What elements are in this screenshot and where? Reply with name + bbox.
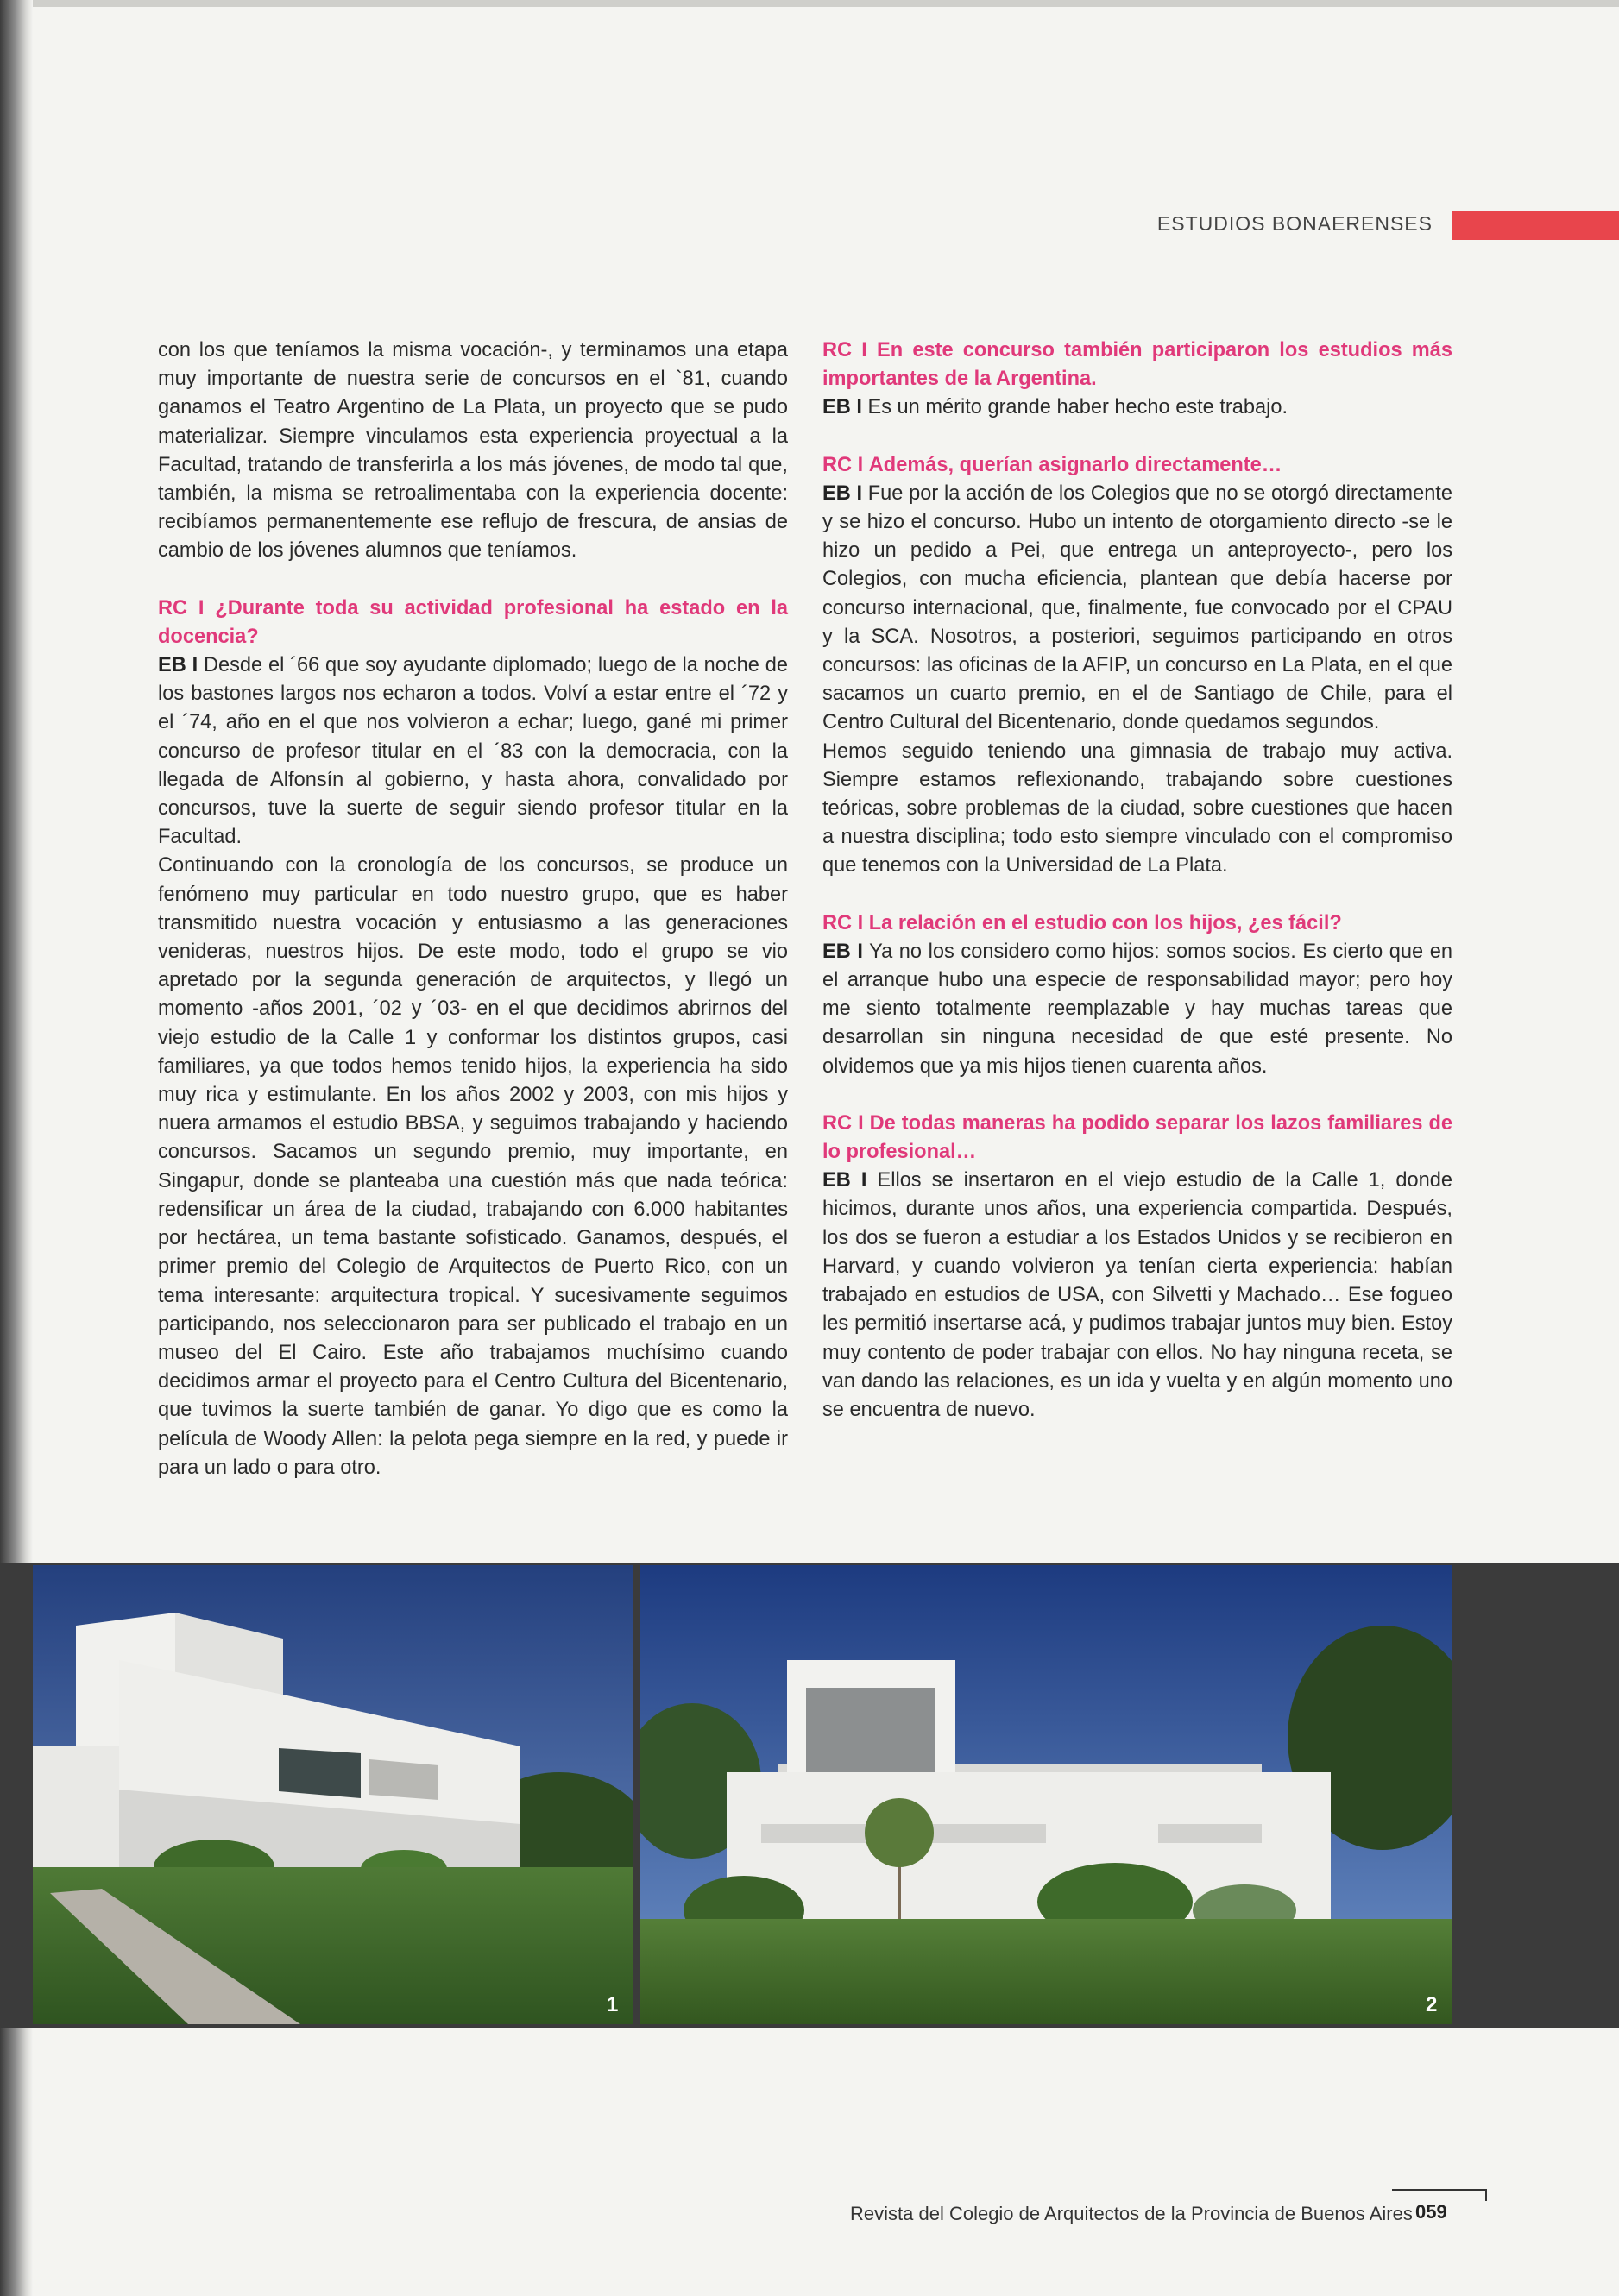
answer	[822, 938, 1452, 1081]
question-label: RC I	[822, 1111, 864, 1135]
question	[822, 909, 1452, 938]
footer-rule	[1392, 2189, 1487, 2191]
left-column	[158, 337, 788, 1482]
photo-number: 1	[607, 1993, 619, 2016]
answer	[158, 651, 788, 852]
question-text: En este concurso también participaron los estudios más importantes de la Argentina.	[822, 339, 1453, 391]
question-text: ¿Durante toda su actividad profesional ha estado en la docencia?	[158, 596, 788, 648]
answer-text: Ellos se insertaron en el viejo estudio de la Calle 1, donde hicimos, durante unos años, una experiencia compartida. Después, los dos se fueron a estudiar a los Estados Unidos y se recibieron en Harvard, y cuando volvieron ya tenían cierta experiencia: habían trabajado en estudios de USA, con Silvetti y Machado… Ese fogueo les permitió insertarse acá, y pudimos trabajar juntos muy bien. Estoy muy contento de poder trabajar con ellos. No hay ninguna receta, se van dando las relaciones, es un ida y vuelta y en algún momento uno se encuentra de nuevo.	[822, 1169, 1452, 1421]
top-rule	[0, 0, 1619, 7]
question-text: De todas maneras ha podido separar los lazos familiares de lo profesional…	[822, 1111, 1452, 1164]
house-photo-2	[640, 1565, 1452, 2024]
house-photo-1	[33, 1565, 633, 2024]
question-label: RC I	[158, 596, 205, 620]
question-label: RC I	[822, 911, 864, 934]
answer-label: EB I	[822, 396, 862, 419]
section-accent-bar	[1452, 211, 1619, 240]
section-title: ESTUDIOS BONAERENSES	[1156, 212, 1433, 235]
question	[822, 337, 1452, 393]
answer-label: EB I	[822, 940, 863, 963]
paragraph: Continuando con la cronología de los concursos, se produce un fenómeno muy particular en todo nuestro grupo, que es haber transmitido nuestra vocación y entusiasmo a las generaciones venideras, nuestros hijos. De este modo, todo el grupo se vio apretado por la segunda generación de arquitectos, y llegó un momento -años 2001, ´02 y ´03- en el que decidimos abrirnos del viejo estudio de la Calle 1 y conformar los distintos grupos, casi familiares, ya que todos hemos tenido hijos, la experiencia ha sido muy rica y estimulante. En los años 2002 y 2003, con mis hijos y nuera armamos el estudio BBSA, y seguimos trabajando y haciendo concursos. Sacamos un segundo premio, muy importante, en Singapur, donde se planteaba una cuestión más que nada teórica: redensificar un área de la ciudad, trabajando con 6.000 habitantes por hectárea, un tema bastante sofisticado. Ganamos, después, el primer premio del Colegio de Arquitectos de Puerto Rico, con un tema interesante: arquitectura tropical. Y sucesivamente seguimos participando, nos seleccionaron para ser publicado el trabajo en un museo del El Cairo. Este año trabajamos muchísimo cuando decidimos armar el proyecto para el Centro Cultura del Bicentenario, que tuvimos la suerte también de ganar. Yo digo que es como la película de Woody Allen: la pelota pega siempre en la red, y puede ir para un lado o para otro.	[158, 854, 788, 1479]
answer	[822, 480, 1452, 738]
answer-label: EB I	[158, 654, 198, 677]
answer-text: Fue por la acción de los Colegios que no se otorgó directamente y se hizo el concurso. Hubo un intento de otorgamiento directo -se le hizo un pedido a Pei, que entrega un anteproyecto-, pero los Colegios, con mucha eficiencia, plantean que debía hacerse por concurso internacional, que, finalmente, fue convocado por el CPAU y la SCA. Nosotros, a posteriori, seguimos participando en otros concursos: las oficinas de la AFIP, un concurso en La Plata, en el que sacamos un cuarto premio, en el de Santiago de Chile, para el Centro Cultural del Bicentenario, donde quedamos segundos.	[822, 481, 1452, 734]
page-number: 059	[1415, 2201, 1447, 2223]
answer-text: Es un mérito grande haber hecho este trabajo.	[867, 396, 1288, 419]
question-text: Además, querían asignarlo directamente…	[868, 453, 1282, 476]
answer-text: Ya no los considero como hijos: somos socios. Es cierto que en el arranque hubo una especie de responsabilidad mayor; pero hoy me siento totalmente reemplazable y hay muchas tareas que desarrollan sin ninguna necesidad de que esté presente. No olvidemos que ya mis hijos tienen cuarenta años.	[822, 940, 1452, 1078]
question	[822, 1110, 1452, 1167]
answer-label: EB I	[822, 481, 863, 505]
question-text: La relación en el estudio con los hijos, ¿es fácil?	[868, 911, 1342, 934]
answer-label: EB I	[822, 1169, 867, 1192]
question	[158, 594, 788, 651]
question	[822, 451, 1452, 480]
question-label: RC I	[822, 339, 867, 362]
magazine-name: Revista del Colegio de Arquitectos de la Provincia de Buenos Aires	[850, 2203, 1413, 2224]
answer-text: Desde el ´66 que soy ayudante diplomado; luego de la noche de los bastones largos nos echaron a todos. Volví a estar entre el ´72 y el ´74, año en el que nos volvieron a echar; luego, gané mi primer concurso de profesor titular en el ´83 con la democracia, con la llegada de Alfonsín al gobierno, y hasta ahora, convalidado por concursos, tuve la suerte de seguir siendo profesor titular en la Facultad.	[158, 654, 788, 849]
answer	[822, 1167, 1452, 1425]
right-column	[822, 337, 1452, 1425]
answer	[822, 393, 1452, 422]
paragraph: con los que teníamos la misma vocación-, y terminamos una etapa muy importante de nuestra serie de concursos en el `81, cuando ganamos el Teatro Argentino de La Plata, un proyecto que se pudo materializar. Siempre vinculamos esta experiencia proyectual a la Facultad, tratando de transferirla a los más jóvenes, de modo tal que, también, la misma se retroalimentaba con la experiencia docente: recibíamos permanentemente ese reflujo de frescura, de ansias de cambio de los jóvenes alumnos que teníamos.	[158, 339, 788, 563]
footer-rule-tick	[1485, 2189, 1487, 2201]
question-label: RC I	[822, 453, 864, 476]
photo-number: 2	[1426, 1993, 1438, 2016]
paragraph: Hemos seguido teniendo una gimnasia de trabajo muy activa. Siempre estamos reflexionando, trabajando sobre cuestiones teóricas, sobre problemas de la ciudad, sobre cuestiones que hacen a nuestra disciplina; todo esto siempre vinculado con el compromiso que tenemos con la Universidad de La Plata.	[822, 739, 1452, 878]
